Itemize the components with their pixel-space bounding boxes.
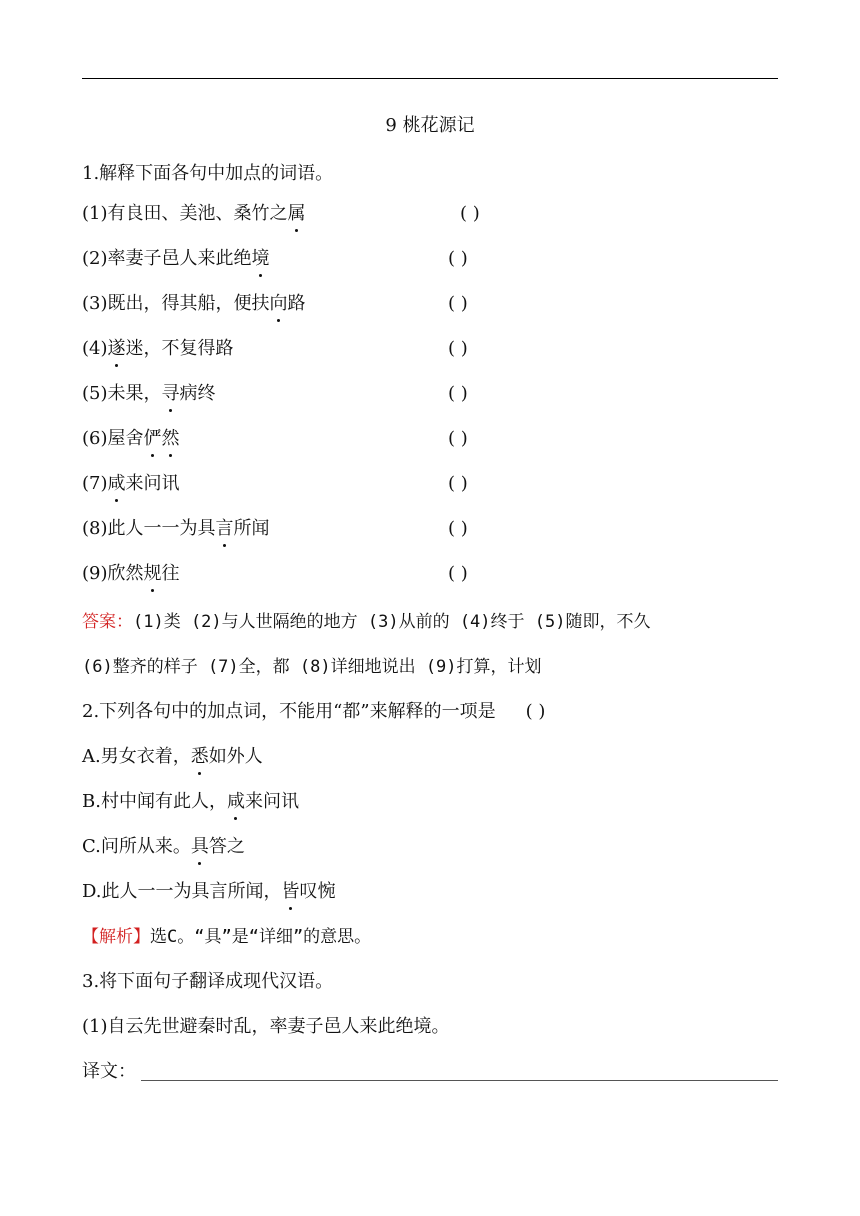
q1-item-7: (7)咸来问讯 — [82, 473, 180, 494]
q1-item-9: (9)欣然规往 — [82, 563, 180, 584]
q1-blank-9[interactable]: ( ) — [448, 563, 468, 584]
q1-blank-6[interactable]: ( ) — [448, 428, 468, 449]
q1-blank-8[interactable]: ( ) — [448, 518, 468, 539]
q2-stem: 2.下列各句中的加点词，不能用“都”来解释的一项是 ( ) — [82, 701, 546, 722]
q1-item-4: (4)遂迷，不复得路 — [82, 338, 234, 359]
q2-answer-blank[interactable]: ( ) — [525, 701, 546, 722]
q1-blank-1[interactable]: ( ) — [460, 203, 480, 224]
q1-item-5: (5)未果，寻病终 — [82, 383, 216, 404]
q2-option-a[interactable]: A.男女衣着，悉如外人 — [82, 746, 263, 767]
q1-item-6: (6)屋舍俨然 — [82, 428, 180, 449]
q1-item-8: (8)此人一一为具言所闻 — [82, 518, 270, 539]
header-rule — [82, 78, 778, 79]
translation-label: 译文： — [82, 1061, 136, 1082]
q1-blank-4[interactable]: ( ) — [448, 338, 468, 359]
q2-analysis: 【解析】选C。“具”是“详细”的意思。 — [82, 927, 372, 947]
q1-blank-2[interactable]: ( ) — [448, 248, 468, 269]
q1-blank-3[interactable]: ( ) — [448, 293, 468, 314]
page-title: 9 桃花源记 — [385, 115, 475, 136]
q3-stem: 3.将下面句子翻译成现代汉语。 — [82, 971, 334, 992]
q1-item-2: (2)率妻子邑人来此绝境 — [82, 248, 270, 269]
answer-label: 答案： — [82, 612, 133, 632]
q3-sentence: (1)自云先世避秦时乱，率妻子邑人来此绝境。 — [82, 1016, 450, 1037]
q2-option-d[interactable]: D.此人一一为具言所闻，皆叹惋 — [82, 881, 336, 902]
q1-answer-line-1: 答案：(1)类 (2)与人世隔绝的地方 (3)从前的 (4)终于 (5)随即，不久 — [82, 612, 651, 632]
q1-blank-5[interactable]: ( ) — [448, 383, 468, 404]
translation-answer-line[interactable] — [141, 1080, 778, 1081]
q1-stem: 1.解释下面各句中加点的词语。 — [82, 163, 334, 184]
q1-answer-line-2: (6)整齐的样子 (7)全，都 (8)详细地说出 (9)打算，计划 — [82, 657, 542, 677]
q1-item-1: (1)有良田、美池、桑竹之属 — [82, 203, 306, 224]
q1-blank-7[interactable]: ( ) — [448, 473, 468, 494]
analysis-label: 【解析】 — [82, 927, 150, 947]
q1-item-3: (3)既出，得其船，便扶向路 — [82, 293, 306, 314]
q2-option-b[interactable]: B.村中闻有此人，咸来问讯 — [82, 791, 299, 812]
q2-option-c[interactable]: C.问所从来。具答之 — [82, 836, 245, 857]
